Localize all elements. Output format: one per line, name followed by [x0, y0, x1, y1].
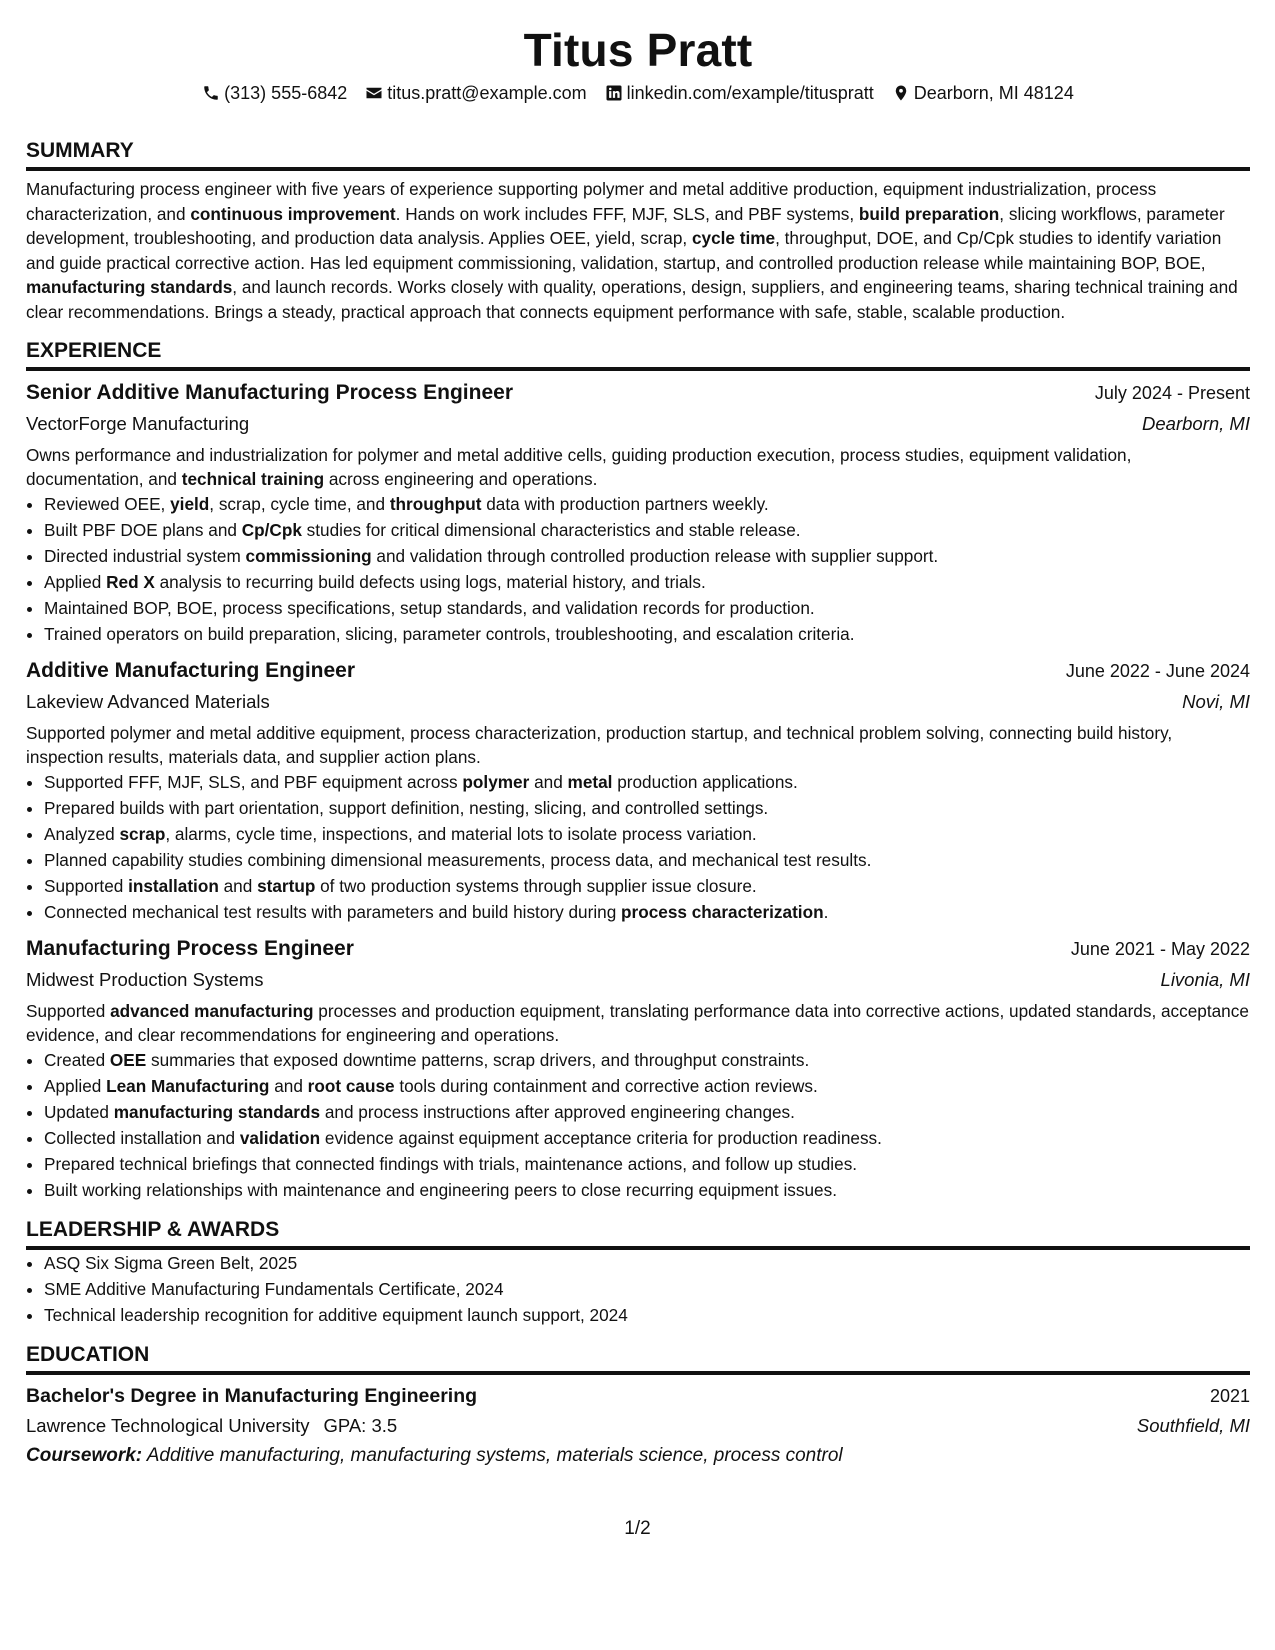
award-item: • SME Additive Manufacturing Fundamentals Certificate, 2024: [44, 1276, 1250, 1302]
bullet-item: • Updated manufacturing standards and process instructions after approved engineering changes.: [44, 1099, 1250, 1125]
job-entry: [26, 933, 1250, 1203]
bullet-item: • Applied Lean Manufacturing and root cause tools during containment and corrective action reviews.: [44, 1073, 1250, 1099]
job-bullets: [26, 769, 1250, 925]
summary-heading: SUMMARY: [26, 138, 1250, 171]
linkedin-text[interactable]: linkedin.com/example/tituspratt: [626, 83, 874, 103]
bullet-item: • Maintained BOP, BOE, process specifications, setup standards, and validation records for production.: [44, 595, 1250, 621]
candidate-name: Titus Pratt: [523, 24, 753, 76]
bullet-item: • Analyzed scrap, alarms, cycle time, inspections, and material lots to isolate process variation.: [44, 821, 1250, 847]
bullet-item: • Supported FFF, MJF, SLS, and PBF equipment across polymer and metal production applications.: [44, 769, 1250, 795]
bullet-item: • Supported installation and startup of two production systems through supplier issue closure.: [44, 873, 1250, 899]
job-dates: June 2021 - May 2022: [1070, 939, 1250, 959]
experience-list: [26, 377, 1250, 1203]
job-dates: July 2024 - Present: [1094, 383, 1250, 403]
leadership-heading: LEADERSHIP & AWARDS: [26, 1217, 1250, 1250]
awards-list: [26, 1250, 1250, 1328]
job-description: Owns performance and industrialization for polymer and metal additive cells, guiding production execution, process studies, equipment validation, documentation, and technical training across engineering and operations.: [26, 445, 1132, 489]
degree-title: Bachelor's Degree in Manufacturing Engineering: [26, 1385, 478, 1407]
bullet-item: • Directed industrial system commissioning and validation through controlled production release with supplier support.: [44, 543, 1250, 569]
contact-email[interactable]: [365, 80, 586, 106]
contact-linkedin[interactable]: [605, 80, 874, 106]
email-text[interactable]: titus.pratt@example.com: [387, 83, 587, 103]
job-title: Manufacturing Process Engineer: [26, 937, 354, 960]
bullet-item: • Trained operators on build preparation, slicing, parameter controls, troubleshooting, and escalation criteria.: [44, 621, 1250, 647]
graduation-year: 2021: [1209, 1386, 1250, 1406]
bullet-item: • Built working relationships with maintenance and engineering peers to close recurring equipment issues.: [44, 1177, 1250, 1203]
bullet-item: • Created OEE summaries that exposed downtime patterns, scrap drivers, and throughput constraints.: [44, 1047, 1250, 1073]
education-heading: EDUCATION: [26, 1342, 1250, 1375]
job-location: Livonia, MI: [1160, 969, 1250, 990]
education-entry: [26, 1381, 1250, 1471]
bullet-item: • Applied Red X analysis to recurring build defects using logs, material history, and trials.: [44, 569, 1250, 595]
job-description: Supported polymer and metal additive equipment, process characterization, production startup, and technical problem solving, connecting build history, inspection results, materials data, and supplier action plans.: [26, 723, 1173, 767]
experience-heading: EXPERIENCE: [26, 338, 1250, 371]
envelope-icon: [365, 84, 383, 102]
coursework-list: Additive manufacturing, manufacturing systems, materials science, process control: [142, 1445, 843, 1466]
map-pin-icon: [892, 84, 910, 102]
job-company: VectorForge Manufacturing: [26, 413, 250, 434]
job-dates: June 2022 - June 2024: [1065, 661, 1250, 681]
job-company: Lakeview Advanced Materials: [26, 691, 270, 712]
job-bullets: [26, 491, 1250, 647]
job-title: Senior Additive Manufacturing Process Engineer: [26, 381, 513, 404]
job-company: Midwest Production Systems: [26, 969, 264, 990]
job-description: Supported advanced manufacturing processes and production equipment, translating performance data into corrective actions, updated standards, acceptance evidence, and clear recommendations for engineering and operations.: [26, 1001, 1249, 1045]
bullet-item: • Prepared technical briefings that connected findings with trials, maintenance actions, and follow up studies.: [44, 1151, 1250, 1177]
school-name: Lawrence Technological University: [26, 1415, 310, 1436]
job-entry: [26, 655, 1250, 925]
location-text: Dearborn, MI 48124: [913, 83, 1074, 103]
phone-text: (313) 555-6842: [224, 83, 348, 103]
contact-phone: [202, 80, 347, 106]
bullet-item: • Collected installation and validation evidence against equipment acceptance criteria for production readiness.: [44, 1125, 1250, 1151]
award-item: • Technical leadership recognition for additive equipment launch support, 2024: [44, 1302, 1250, 1328]
bullet-item: • Built PBF DOE plans and Cp/Cpk studies for critical dimensional characteristics and stable release.: [44, 517, 1250, 543]
award-item: • ASQ Six Sigma Green Belt, 2025: [44, 1250, 1250, 1276]
resume-page: [26, 0, 1250, 1471]
job-entry: [26, 377, 1250, 647]
job-title: Additive Manufacturing Engineer: [26, 659, 356, 682]
coursework-label: Coursework:: [26, 1445, 143, 1466]
bullet-item: • Prepared builds with part orientation, support definition, nesting, slicing, and controlled settings.: [44, 795, 1250, 821]
contact-location: [892, 80, 1074, 106]
bullet-item: • Reviewed OEE, yield, scrap, cycle time, and throughput data with production partners weekly.: [44, 491, 1250, 517]
gpa: GPA: 3.5: [323, 1415, 398, 1436]
job-bullets: [26, 1047, 1250, 1203]
phone-icon: [202, 84, 220, 102]
page-number: 1/2: [624, 1518, 651, 1539]
bullet-item: • Connected mechanical test results with parameters and build history during process characterization.: [44, 899, 1250, 925]
coursework: [26, 1441, 1250, 1471]
school-location: Southfield, MI: [1136, 1415, 1250, 1436]
job-location: Novi, MI: [1182, 691, 1250, 712]
linkedin-icon: [605, 84, 623, 102]
bullet-item: • Planned capability studies combining dimensional measurements, process data, and mechanical test results.: [44, 847, 1250, 873]
contact-bar: [26, 80, 1250, 106]
summary-text: Manufacturing process engineer with five years of experience supporting polymer and metal additive production, equipment industrialization, process characterization, and continuous improvement. Hands on work includes FFF, MJF, SLS, and PBF systems, build preparation, slicing workflows, parameter development, troubleshooting, and production data analysis. Applies OEE, yield, scrap, cycle time, throughput, DOE, and Cp/Cpk studies to identify variation and guide practical corrective action. Has led equipment commissioning, validation, startup, and controlled production release while maintaining BOP, BOE, manufacturing standards, and launch records. Works closely with quality, operations, design, suppliers, and engineering teams, sharing technical training and clear recommendations. Brings a steady, practical approach that connects equipment performance with safe, stable, scalable production.: [26, 179, 1238, 322]
job-location: Dearborn, MI: [1142, 413, 1250, 434]
